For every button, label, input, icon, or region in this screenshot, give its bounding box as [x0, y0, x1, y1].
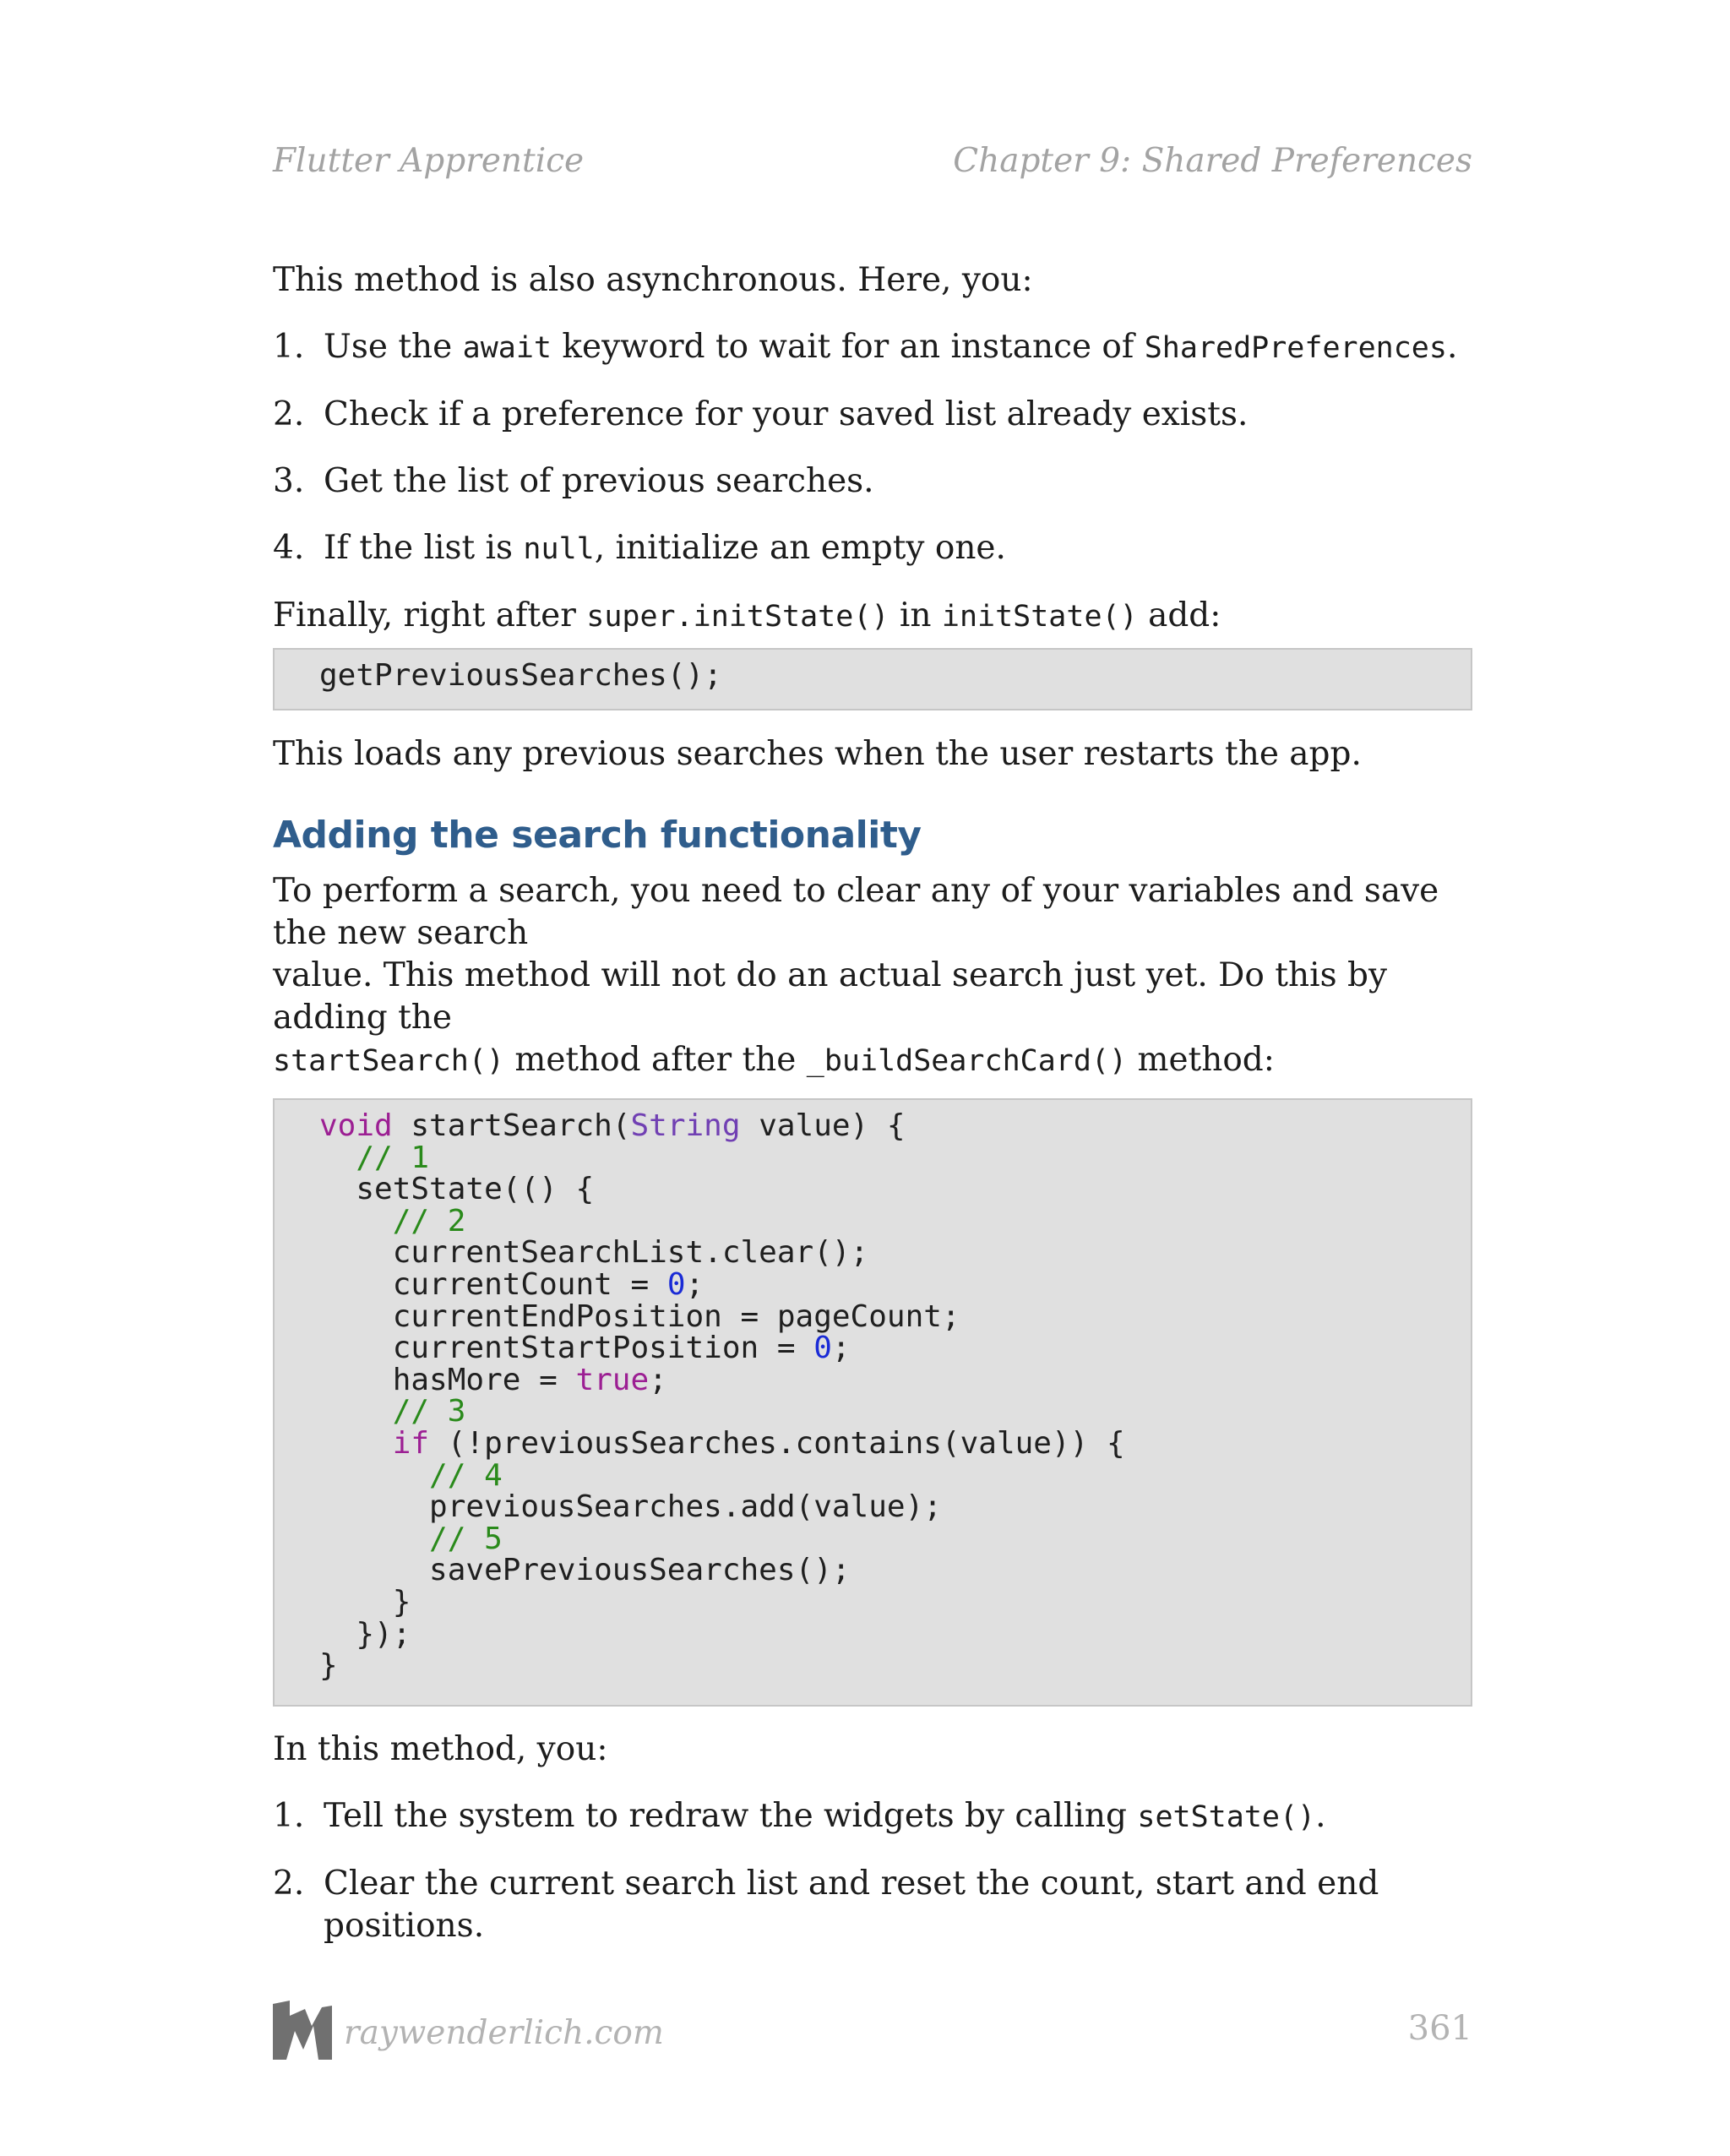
list-text: Use the: [324, 328, 463, 366]
text-run: add:: [1137, 596, 1221, 634]
code-text: });: [356, 1616, 411, 1652]
code-line: [319, 1142, 1471, 1174]
code-token: String: [630, 1108, 741, 1143]
text-run: method:: [1127, 1041, 1275, 1079]
finally-paragraph: [273, 595, 1472, 638]
list-item: [273, 460, 1472, 503]
text-run: in: [889, 596, 942, 634]
code-text: ;: [649, 1362, 667, 1397]
list-number: 2.: [273, 395, 305, 433]
page-footer: [273, 2001, 1472, 2061]
list-number: 1.: [273, 328, 305, 366]
list-text: .: [1446, 328, 1458, 366]
perform-paragraph: [273, 870, 1472, 1082]
code-line: [319, 1650, 1471, 1682]
code-line: [319, 1110, 1471, 1142]
inline-code: SharedPreferences: [1144, 331, 1447, 365]
list-number: 3.: [273, 462, 305, 500]
code-comment: // 2: [392, 1203, 466, 1239]
code-line: [319, 1396, 1471, 1428]
code-line: [319, 1298, 1471, 1334]
inline-code: await: [462, 331, 552, 365]
chapter-title: Chapter 9: Shared Preferences: [953, 142, 1472, 180]
code-text: value) {: [740, 1108, 906, 1143]
code-token: if: [392, 1425, 430, 1461]
code-line: [319, 1173, 1471, 1206]
code-text: (!previousSearches.contains(value)) {: [429, 1425, 1125, 1461]
book-title: Flutter Apprentice: [273, 142, 585, 180]
inline-code: initState(): [941, 600, 1138, 634]
intro-paragraph: This method is also asynchronous. Here, you:: [273, 261, 1033, 299]
code-line: [319, 1237, 1471, 1269]
code-text: hasMore =: [392, 1362, 576, 1397]
list-text: If the list is: [324, 529, 524, 567]
code-text: currentEndPosition = pageCount;: [392, 1298, 960, 1334]
code-token: 0: [666, 1266, 686, 1302]
code-line: [319, 1425, 1471, 1461]
code-line: [319, 1491, 1471, 1523]
list-text: .: [1315, 1797, 1326, 1835]
code-line: [319, 1266, 1471, 1302]
text-run: value. This method will not do an actual search just yet. Do this by adding the: [273, 956, 1387, 1037]
raywenderlich-logo-icon: [273, 2001, 332, 2060]
loads-paragraph: This loads any previous searches when the user restarts the app.: [273, 735, 1362, 773]
code-line: [319, 1523, 1471, 1555]
code-line: [319, 1554, 1471, 1587]
code-text: currentStartPosition =: [392, 1331, 814, 1366]
code-text: setState(() {: [356, 1172, 595, 1207]
code-line: [319, 1203, 1471, 1239]
code-comment: // 1: [356, 1140, 430, 1175]
steps-list-2: [273, 1795, 1472, 1947]
list-text: Check if a preference for your saved list already exists.: [324, 395, 1249, 433]
list-item: [273, 527, 1472, 570]
code-block-2: [273, 1098, 1472, 1707]
list-number: 4.: [273, 529, 305, 567]
code-line: [319, 1584, 1471, 1620]
code-text: }: [319, 1648, 338, 1684]
list-item: [273, 394, 1472, 436]
code-text: startSearch(: [392, 1108, 631, 1143]
page-content: [273, 253, 1472, 1947]
code-line: getPreviousSearches();: [319, 658, 722, 693]
inline-code: setState(): [1137, 1800, 1316, 1834]
section-heading: Adding the search functionality: [273, 814, 922, 857]
code-line: [319, 1332, 1471, 1364]
code-text: previousSearches.add(value);: [429, 1489, 942, 1525]
inline-code: super.initState(): [586, 600, 889, 634]
list-text: Get the list of previous searches.: [324, 462, 874, 500]
code-comment: // 3: [392, 1394, 466, 1429]
code-text: ;: [685, 1266, 705, 1302]
text-run: To perform a search, you need to clear any of your variables and save the new search: [273, 872, 1439, 952]
inline-code: _buildSearchCard(): [806, 1044, 1128, 1078]
code-token: 0: [813, 1331, 832, 1366]
code-line: [319, 1457, 1471, 1493]
list-text: Clear the current search list and reset the count, start and end positions.: [324, 1865, 1379, 1945]
code-comment: // 4: [429, 1457, 503, 1493]
footer-site: raywenderlich.com: [344, 2014, 664, 2052]
running-header: [273, 142, 1472, 186]
code-text: savePreviousSearches();: [429, 1553, 851, 1588]
inline-code: null: [523, 532, 595, 566]
code-text: currentCount =: [392, 1266, 667, 1302]
list-item: [273, 1795, 1472, 1838]
code-line: [319, 1364, 1471, 1396]
method-intro-paragraph: In this method, you:: [273, 1730, 608, 1768]
list-text: , initialize an empty one.: [594, 529, 1006, 567]
list-item: [273, 1863, 1472, 1947]
list-number: 2.: [273, 1865, 305, 1903]
code-text: currentSearchList.clear();: [392, 1235, 869, 1271]
text-run: method after the: [503, 1041, 807, 1079]
list-text: keyword to wait for an instance of: [552, 328, 1145, 366]
inline-code: startSearch(): [273, 1044, 504, 1078]
code-comment: // 5: [429, 1521, 503, 1556]
steps-list-1: [273, 326, 1472, 570]
list-item: [273, 326, 1472, 369]
code-text: }: [392, 1584, 411, 1620]
list-number: 1.: [273, 1797, 305, 1835]
code-block-1: [273, 648, 1472, 710]
page-number: 361: [1407, 2009, 1472, 2048]
code-token: true: [575, 1362, 650, 1397]
code-text: ;: [831, 1331, 851, 1366]
list-text: Tell the system to redraw the widgets by calling: [324, 1797, 1138, 1835]
code-line: [319, 1616, 1471, 1652]
code-token: void: [319, 1108, 393, 1143]
text-run: Finally, right after: [273, 596, 587, 634]
